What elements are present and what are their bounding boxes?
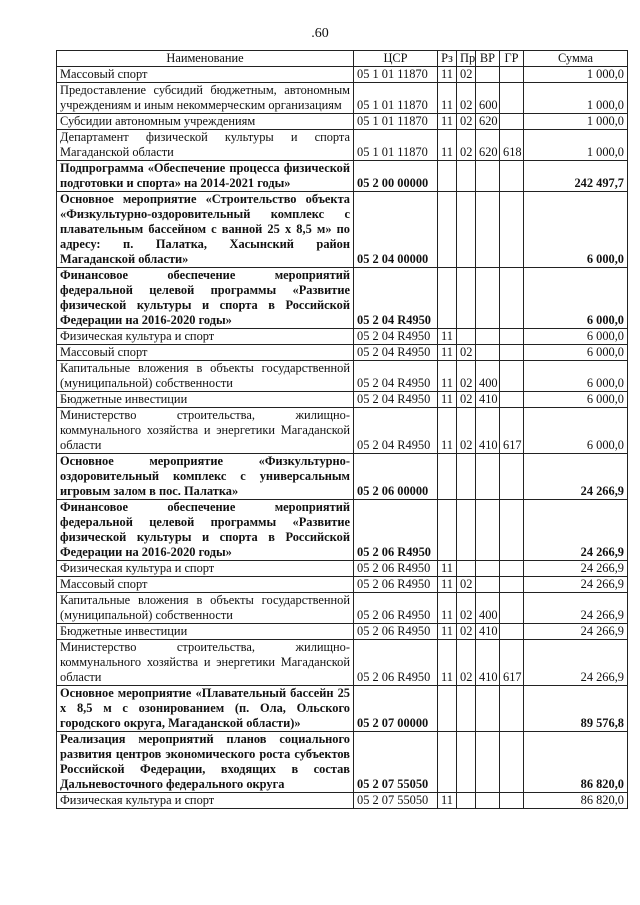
table-row <box>57 130 628 161</box>
cell-sum: 1 000,0 <box>524 114 628 130</box>
cell-gr <box>500 67 524 83</box>
table-row <box>57 392 628 408</box>
header-sum: Сумма <box>524 51 628 67</box>
cell-vr <box>476 561 500 577</box>
cell-rz: 11 <box>438 83 457 114</box>
cell-vr <box>476 329 500 345</box>
cell-csr: 05 2 04 00000 <box>354 192 438 268</box>
cell-csr: 05 2 06 R4950 <box>354 577 438 593</box>
cell-rz: 11 <box>438 624 457 640</box>
cell-gr <box>500 192 524 268</box>
header-csr: ЦСР <box>354 51 438 67</box>
header-rz: Рз <box>438 51 457 67</box>
cell-rz: 11 <box>438 577 457 593</box>
header-vr: ВР <box>476 51 500 67</box>
cell-gr <box>500 114 524 130</box>
cell-vr <box>476 67 500 83</box>
table-row <box>57 577 628 593</box>
cell-sum: 89 576,8 <box>524 686 628 732</box>
cell-pr <box>457 192 476 268</box>
cell-pr <box>457 686 476 732</box>
table-row <box>57 361 628 392</box>
cell-gr <box>500 686 524 732</box>
cell-rz <box>438 192 457 268</box>
cell-csr: 05 2 07 55050 <box>354 793 438 809</box>
table-row <box>57 114 628 130</box>
table-row <box>57 500 628 561</box>
cell-vr: 400 <box>476 361 500 392</box>
cell-name: Массовый спорт <box>57 67 354 83</box>
table-row <box>57 408 628 454</box>
cell-pr <box>457 793 476 809</box>
cell-name: Финансовое обеспечение мероприятий федеральной целевой программы «Развитие физической культуры и спорта в Российской Федерации на 2016-2020 годы» <box>57 268 354 329</box>
cell-gr: 617 <box>500 408 524 454</box>
cell-pr <box>457 500 476 561</box>
cell-rz <box>438 161 457 192</box>
cell-pr: 02 <box>457 408 476 454</box>
cell-vr <box>476 732 500 793</box>
cell-name: Департамент физической культуры и спорта Магаданской области <box>57 130 354 161</box>
cell-rz <box>438 500 457 561</box>
cell-csr: 05 1 01 11870 <box>354 130 438 161</box>
cell-name: Министерство строительства, жилищно-коммунального хозяйства и энергетики Магаданской области <box>57 640 354 686</box>
cell-csr: 05 2 06 R4950 <box>354 561 438 577</box>
header-pr: Пр <box>457 51 476 67</box>
cell-csr: 05 2 06 R4950 <box>354 593 438 624</box>
cell-sum: 6 000,0 <box>524 268 628 329</box>
cell-gr <box>500 361 524 392</box>
cell-gr <box>500 392 524 408</box>
cell-sum: 24 266,9 <box>524 640 628 686</box>
cell-pr: 02 <box>457 83 476 114</box>
cell-csr: 05 2 06 R4950 <box>354 500 438 561</box>
cell-sum: 86 820,0 <box>524 793 628 809</box>
cell-csr: 05 2 00 00000 <box>354 161 438 192</box>
cell-name: Физическая культура и спорт <box>57 793 354 809</box>
cell-sum: 24 266,9 <box>524 593 628 624</box>
table-row <box>57 329 628 345</box>
cell-gr <box>500 500 524 561</box>
cell-vr <box>476 161 500 192</box>
cell-vr: 410 <box>476 624 500 640</box>
header-name: Наименование <box>57 51 354 67</box>
cell-name: Массовый спорт <box>57 345 354 361</box>
cell-rz: 11 <box>438 345 457 361</box>
cell-sum: 6 000,0 <box>524 408 628 454</box>
cell-csr: 05 2 04 R4950 <box>354 392 438 408</box>
cell-sum: 1 000,0 <box>524 67 628 83</box>
cell-csr: 05 2 06 R4950 <box>354 624 438 640</box>
cell-pr: 02 <box>457 640 476 686</box>
cell-vr <box>476 686 500 732</box>
cell-name: Основное мероприятие «Строительство объекта «Физкультурно-оздоровительный комплекс с плавательным бассейном с ванной 25 х 8,5 м» по адресу: п. Палатка, Хасынский район Магаданской области» <box>57 192 354 268</box>
cell-gr <box>500 345 524 361</box>
cell-gr: 617 <box>500 640 524 686</box>
table-row <box>57 192 628 268</box>
cell-name: Бюджетные инвестиции <box>57 624 354 640</box>
cell-sum: 6 000,0 <box>524 345 628 361</box>
cell-gr <box>500 624 524 640</box>
cell-vr <box>476 192 500 268</box>
cell-sum: 86 820,0 <box>524 732 628 793</box>
cell-csr: 05 2 06 R4950 <box>354 640 438 686</box>
cell-name: Субсидии автономным учреждениям <box>57 114 354 130</box>
cell-vr <box>476 268 500 329</box>
cell-csr: 05 1 01 11870 <box>354 67 438 83</box>
cell-pr: 02 <box>457 114 476 130</box>
table-row <box>57 83 628 114</box>
cell-rz: 11 <box>438 408 457 454</box>
cell-vr: 410 <box>476 408 500 454</box>
cell-csr: 05 2 04 R4950 <box>354 361 438 392</box>
cell-name: Массовый спорт <box>57 577 354 593</box>
table-row <box>57 593 628 624</box>
cell-vr: 410 <box>476 392 500 408</box>
cell-pr: 02 <box>457 130 476 161</box>
cell-pr: 02 <box>457 577 476 593</box>
cell-vr: 410 <box>476 640 500 686</box>
cell-gr <box>500 577 524 593</box>
cell-gr: 618 <box>500 130 524 161</box>
cell-vr <box>476 793 500 809</box>
cell-sum: 24 266,9 <box>524 500 628 561</box>
cell-rz: 11 <box>438 329 457 345</box>
cell-csr: 05 2 07 00000 <box>354 686 438 732</box>
cell-pr <box>457 561 476 577</box>
cell-csr: 05 2 04 R4950 <box>354 268 438 329</box>
table-body <box>57 67 628 809</box>
cell-vr <box>476 500 500 561</box>
cell-csr: 05 2 04 R4950 <box>354 345 438 361</box>
table-row <box>57 454 628 500</box>
table-row <box>57 268 628 329</box>
cell-gr <box>500 161 524 192</box>
cell-name: Физическая культура и спорт <box>57 561 354 577</box>
header-gr: ГР <box>500 51 524 67</box>
table-row <box>57 732 628 793</box>
cell-gr <box>500 268 524 329</box>
cell-pr <box>457 454 476 500</box>
cell-rz: 11 <box>438 640 457 686</box>
cell-gr <box>500 593 524 624</box>
cell-sum: 6 000,0 <box>524 361 628 392</box>
cell-pr: 02 <box>457 361 476 392</box>
table-row <box>57 161 628 192</box>
cell-pr: 02 <box>457 67 476 83</box>
cell-sum: 6 000,0 <box>524 392 628 408</box>
cell-rz: 11 <box>438 593 457 624</box>
cell-name: Физическая культура и спорт <box>57 329 354 345</box>
cell-sum: 24 266,9 <box>524 577 628 593</box>
cell-csr: 05 1 01 11870 <box>354 83 438 114</box>
cell-pr: 02 <box>457 345 476 361</box>
cell-gr <box>500 329 524 345</box>
cell-name: Предоставление субсидий бюджетным, автономным учреждениям и иным некоммерческим организациям <box>57 83 354 114</box>
cell-name: Капитальные вложения в объекты государственной (муниципальной) собственности <box>57 593 354 624</box>
cell-name: Финансовое обеспечение мероприятий федеральной целевой программы «Развитие физической культуры и спорта в Российской Федерации на 2016-2020 годы» <box>57 500 354 561</box>
cell-name: Капитальные вложения в объекты государственной (муниципальной) собственности <box>57 361 354 392</box>
cell-sum: 1 000,0 <box>524 83 628 114</box>
cell-name: Бюджетные инвестиции <box>57 392 354 408</box>
cell-pr <box>457 161 476 192</box>
cell-rz <box>438 686 457 732</box>
cell-vr: 400 <box>476 593 500 624</box>
cell-rz: 11 <box>438 392 457 408</box>
cell-pr: 02 <box>457 593 476 624</box>
cell-pr <box>457 268 476 329</box>
cell-pr: 02 <box>457 392 476 408</box>
cell-csr: 05 2 04 R4950 <box>354 329 438 345</box>
cell-name: Основное мероприятие «Физкультурно-оздоровительный комплекс с универсальным игровым залом в пос. Палатка» <box>57 454 354 500</box>
table-row <box>57 793 628 809</box>
cell-gr <box>500 83 524 114</box>
cell-csr: 05 1 01 11870 <box>354 114 438 130</box>
cell-rz: 11 <box>438 561 457 577</box>
cell-rz: 11 <box>438 361 457 392</box>
cell-sum: 6 000,0 <box>524 329 628 345</box>
cell-rz: 11 <box>438 130 457 161</box>
cell-rz: 11 <box>438 793 457 809</box>
cell-name: Реализация мероприятий планов социального развития центров экономического роста субъектов Российской Федерации, входящих в состав Дальневосточного федерального округа <box>57 732 354 793</box>
cell-sum: 24 266,9 <box>524 454 628 500</box>
cell-csr: 05 2 06 00000 <box>354 454 438 500</box>
cell-pr <box>457 329 476 345</box>
cell-pr: 02 <box>457 624 476 640</box>
cell-name: Министерство строительства, жилищно-коммунального хозяйства и энергетики Магаданской области <box>57 408 354 454</box>
cell-rz <box>438 268 457 329</box>
cell-pr <box>457 732 476 793</box>
table-row <box>57 640 628 686</box>
cell-gr <box>500 561 524 577</box>
table-row <box>57 686 628 732</box>
cell-vr: 600 <box>476 83 500 114</box>
cell-csr: 05 2 04 R4950 <box>354 408 438 454</box>
cell-sum: 1 000,0 <box>524 130 628 161</box>
cell-sum: 24 266,9 <box>524 561 628 577</box>
cell-name: Подпрограмма «Обеспечение процесса физической подготовки и спорта» на 2014-2021 годы» <box>57 161 354 192</box>
table-row <box>57 561 628 577</box>
table-header-row <box>57 51 628 67</box>
cell-vr <box>476 577 500 593</box>
cell-rz <box>438 732 457 793</box>
cell-rz <box>438 454 457 500</box>
cell-vr: 620 <box>476 130 500 161</box>
cell-rz: 11 <box>438 114 457 130</box>
cell-sum: 6 000,0 <box>524 192 628 268</box>
cell-rz: 11 <box>438 67 457 83</box>
cell-vr: 620 <box>476 114 500 130</box>
cell-gr <box>500 454 524 500</box>
cell-sum: 242 497,7 <box>524 161 628 192</box>
cell-gr <box>500 732 524 793</box>
cell-csr: 05 2 07 55050 <box>354 732 438 793</box>
page-number: .60 <box>311 26 329 41</box>
cell-vr <box>476 345 500 361</box>
cell-name: Основное мероприятие «Плавательный бассейн 25 х 8,5 м с озонированием (п. Ола, Ольского городского округа, Магаданской области)» <box>57 686 354 732</box>
table-row <box>57 624 628 640</box>
cell-vr <box>476 454 500 500</box>
budget-table <box>56 50 628 809</box>
cell-gr <box>500 793 524 809</box>
cell-sum: 24 266,9 <box>524 624 628 640</box>
table-row <box>57 345 628 361</box>
table-row <box>57 67 628 83</box>
